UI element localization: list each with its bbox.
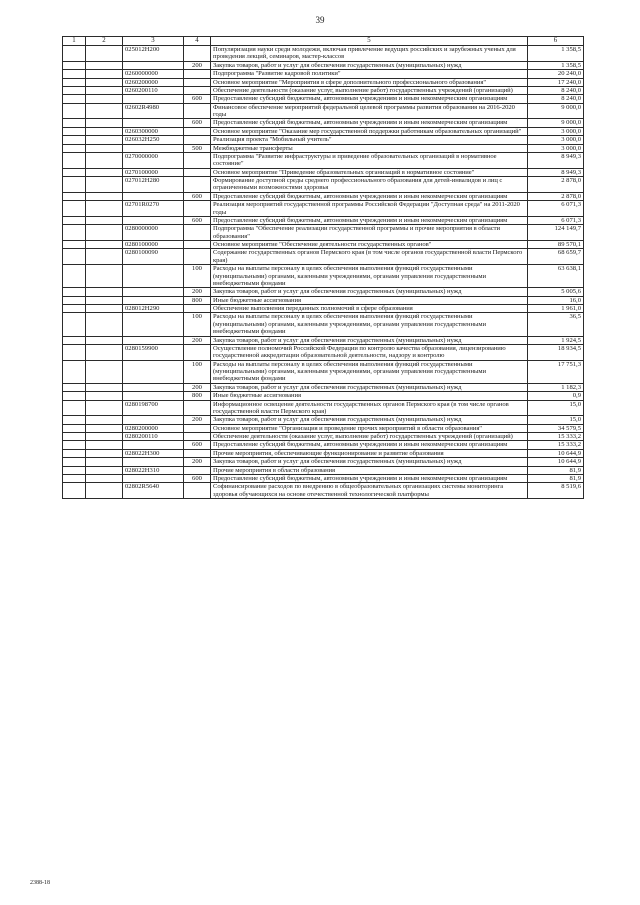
table-row [63,305,584,313]
line-item-name: Иные бюджетные ассигнования [211,296,528,304]
table-row [63,119,584,127]
line-item-name: Межбюджетные трансферты [211,144,528,152]
line-item-name: Реализация мероприятий государственной программы Российской Федерации "Доступная среда" на 2011-2020 годы [211,201,528,217]
amount-value: 89 570,1 [528,241,584,249]
table-row [63,61,584,69]
cell-col-2 [86,441,123,449]
table-row [63,296,584,304]
cell-col-2 [86,288,123,296]
cell-col-1 [63,144,86,152]
target-article-code [123,95,184,103]
table-row [63,466,584,474]
amount-value: 81,9 [528,466,584,474]
cell-col-1 [63,70,86,78]
document-number: 2388-18 [30,880,50,886]
line-item-name: Обеспечение деятельности (оказание услуг, выполнение работ) государственных учреждений (организаций) [211,433,528,441]
line-item-name: Предоставление субсидий бюджетным, автономным учреждениям и иным некоммерческим организациям [211,95,528,103]
cell-col-1 [63,483,86,499]
cell-col-2 [86,152,123,168]
table-row [63,449,584,457]
table-row [63,127,584,135]
line-item-name: Предоставление субсидий бюджетным, автономным учреждениям и иным некоммерческим организациям [211,474,528,482]
cell-col-1 [63,449,86,457]
table-row [63,441,584,449]
target-article-code: 0270100000 [123,168,184,176]
line-item-name: Финансовое обеспечение мероприятий федеральной целевой программы развития образования на 2016-2020 годы [211,103,528,119]
target-article-code: 0260000000 [123,70,184,78]
cell-col-1 [63,192,86,200]
cell-col-2 [86,70,123,78]
expense-type-code: 200 [184,458,211,466]
amount-value: 17 751,3 [528,360,584,383]
line-item-name: Содержание государственных органов Пермского края (в том числе органов государственной власти Пермского края) [211,249,528,265]
table-row [63,103,584,119]
table-row [63,416,584,424]
line-item-name: Расходы на выплаты персоналу в целях обеспечения выполнения функций государственными (муниципальными) органами, казенными учреждениями, органами управления государственными внебюджетными фондами [211,313,528,336]
column-header: 6 [528,37,584,46]
cell-col-1 [63,466,86,474]
cell-col-1 [63,136,86,144]
cell-col-1 [63,168,86,176]
cell-col-2 [86,336,123,344]
cell-col-2 [86,95,123,103]
amount-value: 15 333,2 [528,441,584,449]
table-header-row [63,37,584,46]
cell-col-1 [63,424,86,432]
amount-value: 15 333,2 [528,433,584,441]
cell-col-2 [86,177,123,193]
cell-col-1 [63,416,86,424]
amount-value: 10 644,9 [528,458,584,466]
target-article-code [123,296,184,304]
target-article-code [123,288,184,296]
cell-col-1 [63,336,86,344]
cell-col-2 [86,416,123,424]
line-item-name: Предоставление субсидий бюджетным, автономным учреждениям и иным некоммерческим организациям [211,119,528,127]
target-article-code: 028022Н300 [123,449,184,457]
amount-value: 8 949,3 [528,168,584,176]
line-item-name: Закупка товаров, работ и услуг для обеспечения государственных (муниципальных) нужд [211,61,528,69]
target-article-code [123,336,184,344]
amount-value: 3 000,0 [528,127,584,135]
cell-col-1 [63,360,86,383]
target-article-code [123,265,184,288]
target-article-code: 0260200110 [123,86,184,94]
target-article-code [123,216,184,224]
table-row [63,177,584,193]
table-row [63,225,584,241]
target-article-code: 02701R0270 [123,201,184,217]
amount-value: 5 005,6 [528,288,584,296]
target-article-code: 0270000000 [123,152,184,168]
cell-col-2 [86,144,123,152]
amount-value: 1 358,5 [528,61,584,69]
cell-col-2 [86,86,123,94]
target-article-code: 0260300000 [123,127,184,135]
amount-value: 1 182,3 [528,383,584,391]
cell-col-1 [63,296,86,304]
expense-type-code: 600 [184,192,211,200]
table-row [63,95,584,103]
cell-col-1 [63,241,86,249]
table-row [63,192,584,200]
amount-value: 6 071,3 [528,201,584,217]
table-row [63,86,584,94]
page-number: 39 [315,15,325,25]
target-article-code [123,61,184,69]
amount-value: 0,9 [528,392,584,400]
target-article-code: 0280100090 [123,249,184,265]
expense-type-code [184,78,211,86]
line-item-name: Популяризация науки среди молодежи, включая привлечение ведущих российских и зарубежных ученых для проведения лекций, семинаров, мастер-классов [211,46,528,62]
expense-type-code: 800 [184,296,211,304]
table-row [63,383,584,391]
column-header: 2 [86,37,123,46]
expense-type-code: 200 [184,383,211,391]
table-row [63,313,584,336]
line-item-name: Закупка товаров, работ и услуг для обеспечения государственных (муниципальных) нужд [211,383,528,391]
line-item-name: Подпрограмма "Обеспечение реализации государственной программы и прочие мероприятия в области образования" [211,225,528,241]
target-article-code [123,416,184,424]
line-item-name: Основное мероприятие "Организация и проведение прочих мероприятий в области образования" [211,424,528,432]
target-article-code [123,313,184,336]
amount-value: 9 000,0 [528,103,584,119]
line-item-name: Закупка товаров, работ и услуг для обеспечения государственных (муниципальных) нужд [211,458,528,466]
cell-col-2 [86,305,123,313]
line-item-name: Расходы на выплаты персоналу в целях обеспечения выполнения функций государственными (муниципальными) органами, казенными учреждениями, органами управления государственными внебюджетными фондами [211,360,528,383]
line-item-name: Закупка товаров, работ и услуг для обеспечения государственных (муниципальных) нужд [211,416,528,424]
table-row [63,433,584,441]
line-item-name: Предоставление субсидий бюджетным, автономным учреждениям и иным некоммерческим организациям [211,216,528,224]
amount-value: 17 240,0 [528,78,584,86]
amount-value: 63 638,1 [528,265,584,288]
cell-col-2 [86,78,123,86]
table-row [63,78,584,86]
amount-value: 18 934,5 [528,344,584,360]
expense-type-code: 100 [184,360,211,383]
cell-col-2 [86,383,123,391]
table-row [63,483,584,499]
expense-type-code [184,449,211,457]
cell-col-2 [86,225,123,241]
expense-type-code: 600 [184,119,211,127]
table-row [63,288,584,296]
line-item-name: Обеспечение деятельности (оказание услуг, выполнение работ) государственных учреждений (организаций) [211,86,528,94]
line-item-name: Осуществление полномочий Российской Федерации по контролю качества образования, лицензированию государственной аккредитации образовательной деятельности, надзору и контролю [211,344,528,360]
expense-type-code [184,177,211,193]
cell-col-1 [63,288,86,296]
cell-col-1 [63,249,86,265]
amount-value: 124 149,7 [528,225,584,241]
cell-col-2 [86,400,123,416]
expense-type-code: 500 [184,144,211,152]
cell-col-1 [63,119,86,127]
expense-type-code [184,136,211,144]
target-article-code: 028012Н290 [123,305,184,313]
cell-col-2 [86,433,123,441]
line-item-name: Софинансирование расходов по внедрению в общеобразовательных организациях системы мониторинга здоровья обучающихся на основе отечественной технологической платформы [211,483,528,499]
line-item-name: Обеспечение выполнения переданных полномочий в сфере образования [211,305,528,313]
cell-col-1 [63,61,86,69]
cell-col-1 [63,225,86,241]
line-item-name: Предоставление субсидий бюджетным, автономным учреждениям и иным некоммерческим организациям [211,192,528,200]
column-header: 4 [184,37,211,46]
expense-type-code [184,201,211,217]
cell-col-1 [63,305,86,313]
cell-col-2 [86,216,123,224]
amount-value: 1 358,5 [528,46,584,62]
line-item-name: Формирование доступной среды среднего профессионального образования для детей-инвалидов и лиц с ограниченными возможностями здоровья [211,177,528,193]
target-article-code: 0280100000 [123,241,184,249]
expense-type-code [184,305,211,313]
cell-col-2 [86,119,123,127]
expense-type-code: 800 [184,392,211,400]
amount-value: 20 240,0 [528,70,584,78]
line-item-name: Основное мероприятие "Оказание мер государственной поддержки работникам образовательных организаций" [211,127,528,135]
amount-value: 9 000,0 [528,119,584,127]
cell-col-2 [86,103,123,119]
expense-type-code [184,483,211,499]
expense-type-code: 600 [184,95,211,103]
amount-value: 8 519,6 [528,483,584,499]
table-row [63,70,584,78]
amount-value: 81,9 [528,474,584,482]
table-row [63,474,584,482]
expense-type-code [184,46,211,62]
target-article-code: 0280000000 [123,225,184,241]
cell-col-2 [86,296,123,304]
cell-col-1 [63,201,86,217]
amount-value: 10 644,9 [528,449,584,457]
expense-type-code [184,103,211,119]
cell-col-1 [63,152,86,168]
expense-type-code [184,433,211,441]
target-article-code [123,441,184,449]
line-item-name: Подпрограмма "Развитие инфраструктуры и приведение образовательных организаций в нормативное состояние" [211,152,528,168]
cell-col-2 [86,241,123,249]
table-row [63,458,584,466]
expense-type-code: 200 [184,61,211,69]
target-article-code: 0260200000 [123,78,184,86]
table-row [63,216,584,224]
cell-col-1 [63,400,86,416]
cell-col-2 [86,136,123,144]
cell-col-1 [63,216,86,224]
cell-col-2 [86,168,123,176]
target-article-code [123,144,184,152]
cell-col-2 [86,360,123,383]
table-row [63,336,584,344]
line-item-name: Основное мероприятие "Приведение образовательных организаций в нормативное состояние" [211,168,528,176]
target-article-code: 02602R4980 [123,103,184,119]
expense-type-code [184,249,211,265]
target-article-code [123,383,184,391]
line-item-name: Подпрограмма "Развитие кадровой политики" [211,70,528,78]
line-item-name: Иные бюджетные ассигнования [211,392,528,400]
table-row [63,392,584,400]
expense-type-code [184,152,211,168]
line-item-name: Прочие мероприятия, обеспечивающие функционирование и развитие образования [211,449,528,457]
target-article-code: 028022Н310 [123,466,184,474]
table-row [63,168,584,176]
table-row [63,241,584,249]
cell-col-2 [86,46,123,62]
cell-col-1 [63,458,86,466]
line-item-name: Реализация проекта "Мобильный учитель" [211,136,528,144]
target-article-code [123,458,184,466]
table-row [63,152,584,168]
cell-col-2 [86,201,123,217]
amount-value: 34 579,5 [528,424,584,432]
expense-type-code: 200 [184,288,211,296]
cell-col-1 [63,177,86,193]
cell-col-1 [63,383,86,391]
amount-value: 3 000,0 [528,136,584,144]
expense-type-code: 100 [184,313,211,336]
target-article-code [123,392,184,400]
column-header: 1 [63,37,86,46]
amount-value: 2 878,0 [528,177,584,193]
target-article-code: 0280159900 [123,344,184,360]
target-article-code [123,474,184,482]
line-item-name: Закупка товаров, работ и услуг для обеспечения государственных (муниципальных) нужд [211,336,528,344]
cell-col-1 [63,344,86,360]
amount-value: 3 000,0 [528,144,584,152]
cell-col-1 [63,127,86,135]
table-row [63,265,584,288]
target-article-code: 0280200110 [123,433,184,441]
amount-value: 8 240,0 [528,86,584,94]
line-item-name: Основное мероприятие "Обеспечение деятельности государственных органов" [211,241,528,249]
cell-col-1 [63,392,86,400]
expense-type-code [184,225,211,241]
target-article-code [123,119,184,127]
target-article-code: 02802R5640 [123,483,184,499]
cell-col-1 [63,95,86,103]
amount-value: 8 949,3 [528,152,584,168]
amount-value: 36,5 [528,313,584,336]
table-row [63,424,584,432]
cell-col-2 [86,466,123,474]
line-item-name: Предоставление субсидий бюджетным, автономным учреждениям и иным некоммерческим организациям [211,441,528,449]
cell-col-1 [63,78,86,86]
cell-col-1 [63,433,86,441]
expense-type-code [184,466,211,474]
table-row [63,201,584,217]
expense-type-code: 200 [184,416,211,424]
cell-col-1 [63,265,86,288]
line-item-name: Расходы на выплаты персоналу в целях обеспечения выполнения функций государственными (муниципальными) органами, казенными учреждениями, органами управления государственными внебюджетными фондами [211,265,528,288]
amount-value: 15,0 [528,416,584,424]
cell-col-2 [86,458,123,466]
column-header: 5 [211,37,528,46]
cell-col-1 [63,103,86,119]
column-header: 3 [123,37,184,46]
expense-type-code: 600 [184,216,211,224]
amount-value: 16,0 [528,296,584,304]
cell-col-2 [86,61,123,69]
table-body [63,46,584,499]
expense-type-code: 600 [184,441,211,449]
line-item-name: Основное мероприятие "Мероприятия в сфере дополнительного профессионального образования" [211,78,528,86]
target-article-code: 0280200000 [123,424,184,432]
expense-type-code [184,127,211,135]
cell-col-2 [86,192,123,200]
expense-type-code [184,424,211,432]
line-item-name: Прочие мероприятия в области образования [211,466,528,474]
expense-type-code: 200 [184,336,211,344]
table-row [63,144,584,152]
target-article-code: 0280198700 [123,400,184,416]
target-article-code: 025012Н200 [123,46,184,62]
cell-col-2 [86,474,123,482]
target-article-code [123,360,184,383]
cell-col-1 [63,46,86,62]
expense-type-code [184,241,211,249]
table-row [63,136,584,144]
expense-type-code [184,86,211,94]
expense-type-code [184,168,211,176]
amount-value: 6 071,3 [528,216,584,224]
amount-value: 68 659,7 [528,249,584,265]
line-item-name: Закупка товаров, работ и услуг для обеспечения государственных (муниципальных) нужд [211,288,528,296]
expense-type-code: 600 [184,474,211,482]
amount-value: 15,0 [528,400,584,416]
target-article-code [123,192,184,200]
expense-type-code [184,344,211,360]
cell-col-2 [86,449,123,457]
cell-col-1 [63,86,86,94]
amount-value: 2 878,0 [528,192,584,200]
table-row [63,360,584,383]
target-article-code: 026032Н250 [123,136,184,144]
cell-col-2 [86,265,123,288]
line-item-name: Информационное освещение деятельности государственных органов Пермского края (в том числе органов государственной власти Пермского края) [211,400,528,416]
amount-value: 1 961,0 [528,305,584,313]
cell-col-2 [86,483,123,499]
amount-value: 8 240,0 [528,95,584,103]
cell-col-2 [86,313,123,336]
cell-col-2 [86,392,123,400]
table-row [63,344,584,360]
cell-col-1 [63,474,86,482]
budget-table [62,36,584,499]
table-row [63,249,584,265]
expense-type-code [184,70,211,78]
cell-col-2 [86,127,123,135]
cell-col-1 [63,441,86,449]
cell-col-2 [86,424,123,432]
amount-value: 1 924,5 [528,336,584,344]
cell-col-2 [86,344,123,360]
target-article-code: 027012Н280 [123,177,184,193]
cell-col-2 [86,249,123,265]
expense-type-code: 100 [184,265,211,288]
table-row [63,400,584,416]
cell-col-1 [63,313,86,336]
table-row [63,46,584,62]
expense-type-code [184,400,211,416]
